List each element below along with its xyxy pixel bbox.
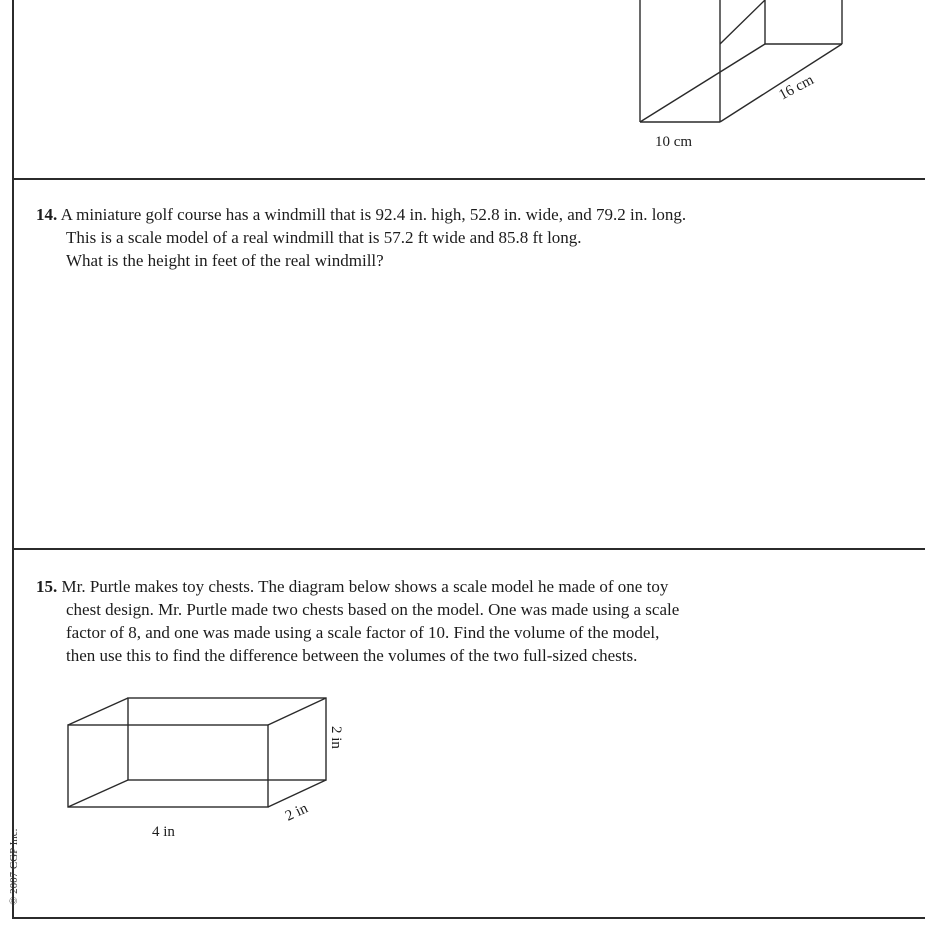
divider-13-14	[12, 178, 925, 180]
prism15-top-right-edge	[268, 698, 326, 725]
problem14-text-1: A miniature golf course has a windmill that is 92.4 in. high, 52.8 in. wide, and 79.2 in. long.	[60, 205, 687, 224]
problem14-text-3: What is the height in feet of the real windmill?	[66, 251, 384, 270]
problem15-line-1	[36, 575, 679, 598]
prism13-hidden-depth-edge	[640, 44, 765, 122]
problem15-number: 15.	[36, 577, 58, 596]
problem-14	[36, 203, 686, 272]
prism15-height-label: 2 in	[328, 726, 344, 749]
problem15-text-3: factor of 8, and one was made using a scale factor of 10. Find the volume of the model,	[66, 623, 660, 642]
divider-14-15	[12, 548, 925, 550]
problem15-text-2: chest design. Mr. Purtle made two chests based on the model. One was made using a scale	[66, 600, 680, 619]
problem-15	[36, 575, 679, 667]
prism15-back-face	[128, 698, 326, 780]
problem15-prism-figure	[0, 690, 400, 850]
problem14-number: 14.	[36, 205, 58, 224]
copyright-notice: © 2007 CGP Inc.	[8, 828, 20, 905]
prism15-bottom-left-edge	[68, 780, 128, 807]
bottom-border	[12, 917, 925, 919]
problem13-prism-figure	[0, 0, 925, 178]
prism13-depth-label: 16 cm	[776, 71, 817, 104]
prism13-width-label: 10 cm	[655, 134, 693, 150]
problem14-text-2: This is a scale model of a real windmill that is 57.2 ft wide and 85.8 ft long.	[66, 228, 582, 247]
prism15-length-label: 4 in	[152, 824, 175, 840]
prism15-front-face	[68, 725, 268, 807]
prism13-depth-edge	[720, 44, 842, 122]
problem15-text-4: then use this to find the difference between the volumes of the two full-sized chests.	[66, 646, 638, 665]
problem15-text-1: Mr. Purtle makes toy chests. The diagram below shows a scale model he made of one toy	[61, 577, 669, 596]
problem14-line-1	[36, 203, 686, 226]
prism13-top-connect-edge	[720, 0, 765, 44]
prism15-depth-label: 2 in	[282, 800, 311, 825]
prism15-top-left-edge	[68, 698, 128, 725]
